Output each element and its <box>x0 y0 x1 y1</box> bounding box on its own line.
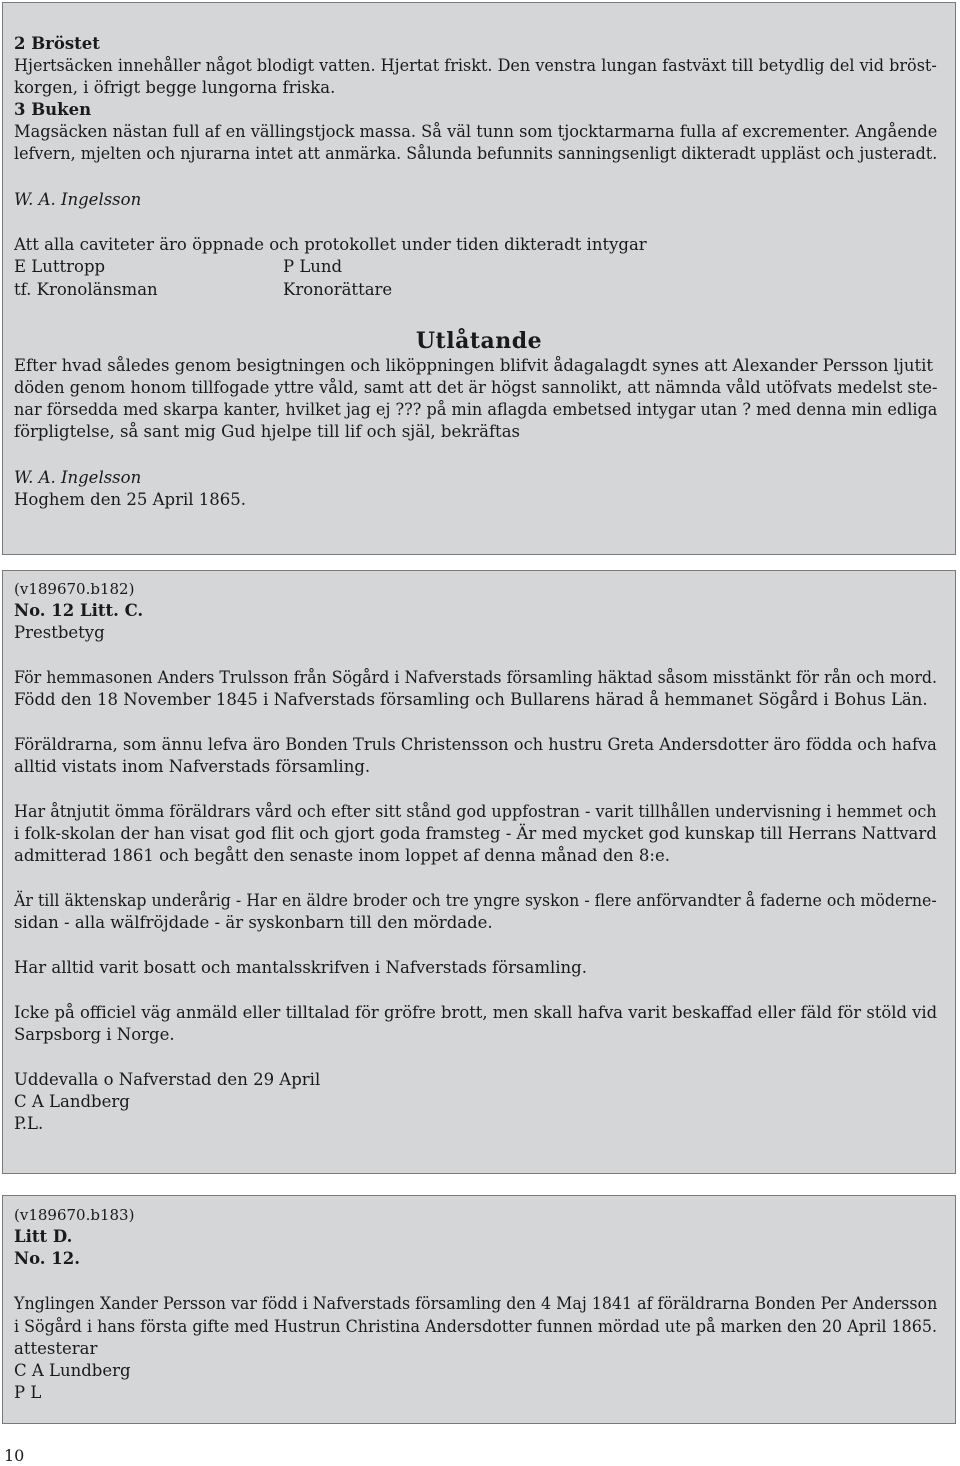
signer-name: C A Lundberg <box>14 1361 131 1380</box>
signer-name: C A Landberg <box>14 1092 130 1111</box>
paragraph-line: Sarpsborg i Norge. <box>14 1025 175 1044</box>
priest-certificate-section <box>2 570 956 1174</box>
paragraph-line: Är till äktenskap underårig - Har en äldre broder och tre yngre syskon - flere anförvandter å faderne och möderne- <box>14 891 937 910</box>
statement-title: Utlåtande <box>415 328 543 354</box>
document-reference: (v189670.b183) <box>14 1206 135 1224</box>
paragraph-line: i Sögård i hans första gifte med Hustrun Christina Andersdotter funnen mördad ute på marken den 20 April 1865. <box>14 1317 938 1336</box>
paragraph-line: admitterad 1861 och begått den senaste inom loppet af denna månad den 8:e. <box>14 846 670 865</box>
paragraph-line: Icke på officiel väg anmäld eller tilltalad för gröfre brott, men skall hafva varit beskaffad eller fäld för stöld vid <box>14 1003 938 1022</box>
signer-title: P L <box>14 1383 42 1402</box>
paragraph-line: Har åtnjutit ömma föräldrars vård och efter sitt stånd god uppfostran - varit tillhållen undervisning i hemmet och <box>14 802 937 821</box>
document-reference: (v189670.b182) <box>14 580 135 598</box>
statement-line: döden genom honom tillfogade yttre våld, samt att det är högst sannolikt, att nämnda våld utöfvats medelst ste- <box>14 378 938 397</box>
document-number: No. 12 Litt. C. <box>14 601 144 620</box>
place-date: Hoghem den 25 April 1865. <box>14 490 247 509</box>
chest-text-line: korgen, i öfrigt begge lungorna friska. <box>14 78 336 97</box>
signature: W. A. Ingelsson <box>14 190 142 209</box>
paragraph-line: Ynglingen Xander Persson var född i Nafverstads församling den 4 Maj 1841 af föräldrarna Bonden Per Andersson <box>14 1294 938 1313</box>
birth-certificate-section <box>2 1195 956 1424</box>
statement-line: Efter hvad således genom besigtningen och liköppningen blifvit ådagalagdt synes att Alexander Persson ljutit <box>14 356 933 375</box>
belly-text-line: Magsäcken nästan full af en vällingstjock massa. Så väl tunn som tjocktarmarna fulla af excrementer. Angående <box>14 122 938 141</box>
heading-belly: 3 Buken <box>14 100 92 119</box>
witness-name: E Luttropp <box>14 257 106 276</box>
document-number: No. 12. <box>14 1249 80 1268</box>
paragraph-line: Föräldrarna, som ännu lefva äro Bonden Truls Christensson och hustru Greta Andersdotter äro födda och hafva <box>14 735 937 754</box>
page-number: 10 <box>4 1446 25 1465</box>
paragraph-line: alltid vistats inom Nafverstads församling. <box>14 757 371 776</box>
signature: W. A. Ingelsson <box>14 468 142 487</box>
document-type: Prestbetyg <box>14 623 105 642</box>
heading-chest: 2 Bröstet <box>14 34 100 53</box>
witness-title: Kronorättare <box>283 280 393 299</box>
statement-line: nar försedda med skarpa kanter, hvilket jag ej ??? på min aflagda embetsed intygar utan ? med denna min edliga <box>14 400 938 419</box>
chest-text-line: Hjertsäcken innehåller något blodigt vatten. Hjertat friskt. Den venstra lungan fastväxt till betydlig del vid bröst- <box>14 56 937 75</box>
witness-title: tf. Kronolänsman <box>14 280 158 299</box>
belly-text-line: lefvern, mjelten och njurarna intet att anmärka. Sålunda befunnits sanningsenligt dikteradt uppläst och justeradt. <box>14 144 938 163</box>
certify-line: Att alla caviteter äro öppnade och protokollet under tiden dikteradt intygar <box>14 235 647 254</box>
statement-line: förpligtelse, så sant mig Gud hjelpe till lif och själ, bekräftas <box>14 422 520 441</box>
paragraph-line: sidan - alla wälfröjdade - är syskonbarn till den mördade. <box>14 913 493 932</box>
paragraph-line: För hemmasonen Anders Trulsson från Sögård i Nafverstads församling häktad såsom misstänkt för rån och mord. <box>14 668 938 687</box>
paragraph-line: i folk-skolan der han visat god flit och gjort goda framsteg - Är med mycket god kunskap till Herrans Nattvard <box>14 824 937 843</box>
place-date: Uddevalla o Nafverstad den 29 April <box>14 1070 321 1089</box>
paragraph-line: Född den 18 November 1845 i Nafverstads församling och Bullarens härad å hemmanet Sögård i Bohus Län. <box>14 690 928 709</box>
document-litt: Litt D. <box>14 1227 73 1246</box>
autopsy-protocol-section <box>2 2 956 555</box>
witness-name: P Lund <box>283 257 343 276</box>
signer-title: P.L. <box>14 1114 44 1133</box>
attest-line: attesterar <box>14 1339 98 1358</box>
paragraph-line: Har alltid varit bosatt och mantalsskrifven i Nafverstads församling. <box>14 958 587 977</box>
